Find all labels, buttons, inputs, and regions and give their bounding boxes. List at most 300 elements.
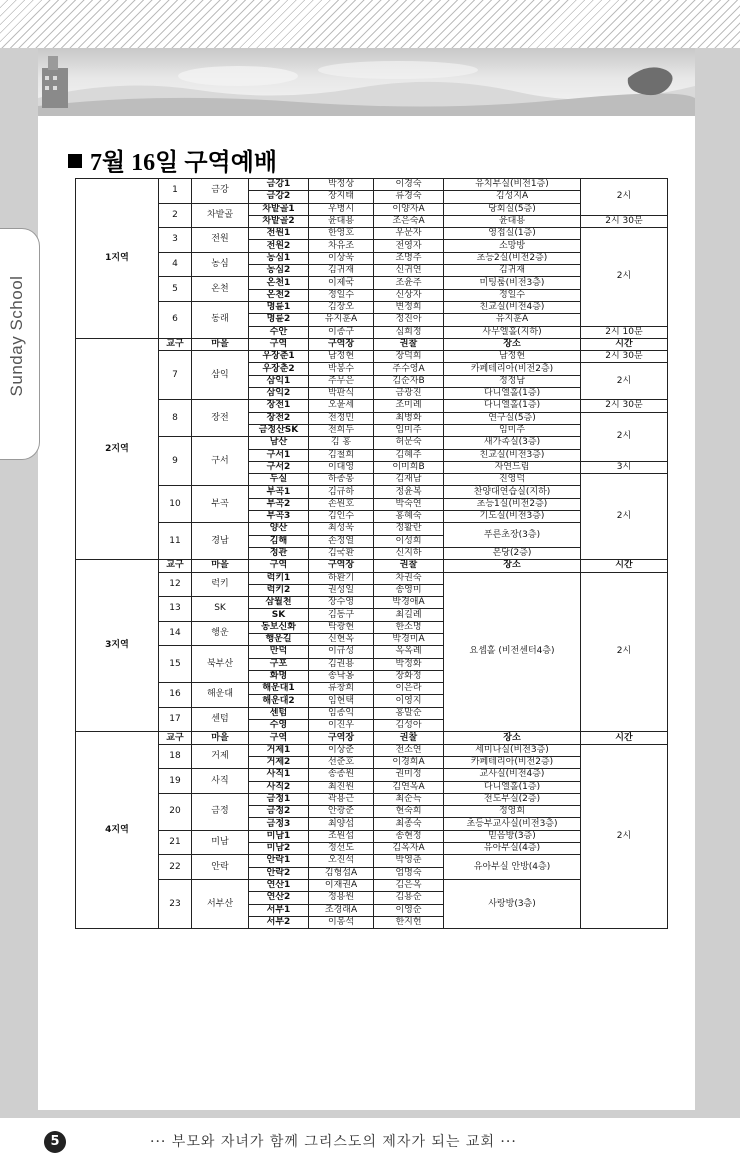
cell-name: 서부2 (249, 916, 309, 928)
cell-name: 농심2 (249, 265, 309, 277)
cell-name: 금정산SK (249, 424, 309, 436)
cell-name: 두실 (249, 474, 309, 486)
cell-name: 미남2 (249, 843, 309, 855)
parish-number: 3 (159, 228, 192, 253)
cell-name: 연산2 (249, 892, 309, 904)
cell-leader: 임현택 (309, 695, 374, 707)
table-row (76, 486, 668, 498)
cell-assistant: 김순자B (374, 375, 444, 387)
location: 친교실(비전3층) (444, 449, 581, 461)
column-header: 구역장 (309, 560, 374, 572)
cell-leader: 최진원 (309, 781, 374, 793)
location: 정정남 (444, 375, 581, 387)
cell-assistant: 이영지 (374, 695, 444, 707)
cell-leader: 김귀재 (309, 265, 374, 277)
table-row (76, 744, 668, 756)
cell-name: 차밭골2 (249, 215, 309, 227)
location: 윤대용 (444, 215, 581, 227)
cell-name: 금정3 (249, 818, 309, 830)
location: 다니엘홀(1층) (444, 388, 581, 400)
cell-name: 명륜1 (249, 301, 309, 313)
village-name: 구서 (192, 437, 249, 486)
cell-name: 삼월천 (249, 597, 309, 609)
page-title (68, 142, 277, 177)
column-header: 장소 (444, 732, 581, 744)
cell-name: 구서2 (249, 461, 309, 473)
cell-assistant: 김옥자A (374, 843, 444, 855)
parish-number: 1 (159, 179, 192, 204)
cell-name: 온천2 (249, 289, 309, 301)
parish-number: 11 (159, 523, 192, 560)
cell-name: 장전2 (249, 412, 309, 424)
village-name: 전원 (192, 228, 249, 253)
cell-assistant: 박영춘 (374, 855, 444, 867)
parish-number: 15 (159, 646, 192, 683)
cell-leader: 최성욱 (309, 523, 374, 535)
column-header: 권찰 (374, 338, 444, 350)
cell-assistant: 전소연 (374, 744, 444, 756)
parish-number: 14 (159, 621, 192, 646)
column-header: 시간 (581, 732, 668, 744)
cell-leader: 김국환 (309, 547, 374, 559)
cell-leader: 윤대용 (309, 215, 374, 227)
parish-number: 16 (159, 683, 192, 708)
parish-number: 13 (159, 597, 192, 622)
cell-leader: 정선도 (309, 843, 374, 855)
column-header: 구역 (249, 732, 309, 744)
header-row (76, 338, 668, 350)
page-title-text: 7월 16일 구역예배 (90, 150, 278, 176)
cell-name: 사직2 (249, 781, 309, 793)
cell-assistant: 김용순 (374, 892, 444, 904)
side-label: Sunday School (7, 275, 26, 397)
village-name: 해운대 (192, 683, 249, 708)
column-header: 마을 (192, 338, 249, 350)
cell-assistant: 이경희A (374, 756, 444, 768)
cell-name: 서부1 (249, 904, 309, 916)
cell-name: 거제1 (249, 744, 309, 756)
table-row (76, 879, 668, 891)
meeting-time: 2시 (581, 572, 668, 732)
cell-name: 미남1 (249, 830, 309, 842)
location: 유아부실 안방(4층) (444, 855, 581, 880)
location: 사무엘홀(지하) (444, 326, 581, 338)
parish-number: 4 (159, 252, 192, 277)
cell-leader: 김형섭A (309, 867, 374, 879)
location: 푸른초장(3층) (444, 523, 581, 548)
village-name: 럭키 (192, 572, 249, 597)
location: 유지훈A (444, 314, 581, 326)
village-name: 부곡 (192, 486, 249, 523)
cell-leader: 이규성 (309, 646, 374, 658)
meeting-time: 2시 (581, 363, 668, 400)
meeting-time: 2시 (581, 412, 668, 461)
cell-name: 거제2 (249, 756, 309, 768)
location: 유아부실(4층) (444, 843, 581, 855)
cell-assistant: 박경미A (374, 633, 444, 645)
cell-name: 남산 (249, 437, 309, 449)
location: 세미나실(비전3층) (444, 744, 581, 756)
square-bullet-icon (68, 154, 82, 168)
cell-leader: 안광준 (309, 806, 374, 818)
table-row (76, 277, 668, 289)
cell-leader: 김인수 (309, 511, 374, 523)
cell-name: 럭키1 (249, 572, 309, 584)
cell-leader: 김권용 (309, 658, 374, 670)
location: 요셉홀 (비전센터4층) (444, 572, 581, 732)
cell-leader: 장지태 (309, 191, 374, 203)
parish-number: 12 (159, 572, 192, 597)
cell-assistant: 변정희 (374, 301, 444, 313)
cell-name: 양산 (249, 523, 309, 535)
cell-leader: 손정열 (309, 535, 374, 547)
parish-number: 10 (159, 486, 192, 523)
meeting-time: 2시 (581, 744, 668, 928)
cell-leader: 선준호 (309, 756, 374, 768)
column-header: 구역장 (309, 338, 374, 350)
page-number: 5 (44, 1131, 66, 1153)
parish-number: 7 (159, 351, 192, 400)
cell-name: 센텀 (249, 707, 309, 719)
location: 사랑방(3층) (444, 879, 581, 928)
cell-leader: 우병시 (309, 203, 374, 215)
cell-name: 정관 (249, 547, 309, 559)
cell-leader: 하환기 (309, 572, 374, 584)
column-header: 교구 (159, 560, 192, 572)
cell-assistant: 류경숙 (374, 191, 444, 203)
meeting-time: 2시 30분 (581, 400, 668, 412)
cell-assistant: 이영순 (374, 904, 444, 916)
cell-leader: 곽용근 (309, 793, 374, 805)
cell-assistant: 조은숙A (374, 215, 444, 227)
location: 전도부실(2층) (444, 793, 581, 805)
village-name: 미남 (192, 830, 249, 855)
cell-assistant: 장화정 (374, 670, 444, 682)
cell-leader: 김철희 (309, 449, 374, 461)
cell-assistant: 심희정 (374, 326, 444, 338)
header-row (76, 560, 668, 572)
cell-leader: 하종봉 (309, 474, 374, 486)
village-name: SK (192, 597, 249, 622)
meeting-time: 2시 (581, 179, 668, 216)
village-name: 센텀 (192, 707, 249, 732)
location: 본당(2층) (444, 547, 581, 559)
cell-assistant: 옥옥례 (374, 646, 444, 658)
column-header: 권찰 (374, 732, 444, 744)
location: 친교실(비전4층) (444, 301, 581, 313)
cell-name: 구포 (249, 658, 309, 670)
column-header: 시간 (581, 338, 668, 350)
table-row (76, 572, 668, 584)
cell-name: 행운길 (249, 633, 309, 645)
cell-assistant: 박정화 (374, 658, 444, 670)
cell-leader: 한영호 (309, 228, 374, 240)
cell-assistant: 엄명숙 (374, 867, 444, 879)
meeting-time: 2시 (581, 228, 668, 326)
cell-name: 전원2 (249, 240, 309, 252)
cell-leader: 오진석 (309, 855, 374, 867)
cell-leader: 전정민 (309, 412, 374, 424)
cell-leader: 김동구 (309, 609, 374, 621)
column-header: 교구 (159, 732, 192, 744)
parish-number: 6 (159, 301, 192, 338)
cell-assistant: 차권숙 (374, 572, 444, 584)
parish-number: 17 (159, 707, 192, 732)
village-name: 사직 (192, 769, 249, 794)
meeting-time: 2시 10분 (581, 326, 668, 338)
cell-name: 부곡2 (249, 498, 309, 510)
location: 미팅룸(비전3층) (444, 277, 581, 289)
parish-number: 20 (159, 793, 192, 830)
cell-assistant: 신귀연 (374, 265, 444, 277)
meeting-time: 2시 30분 (581, 215, 668, 227)
village-name: 동래 (192, 301, 249, 338)
cell-assistant: 이경숙 (374, 179, 444, 191)
column-header: 구역장 (309, 732, 374, 744)
cell-assistant: 김은옥 (374, 879, 444, 891)
cell-name: 만덕 (249, 646, 309, 658)
cell-leader: 이상준 (309, 744, 374, 756)
village-name: 행운 (192, 621, 249, 646)
cell-leader: 박정상 (309, 179, 374, 191)
location: 교사실(비전4층) (444, 769, 581, 781)
parish-number: 21 (159, 830, 192, 855)
village-name: 경남 (192, 523, 249, 560)
parish-number: 8 (159, 400, 192, 437)
table-row (76, 203, 668, 215)
table-row (76, 351, 668, 363)
cell-name: 연산1 (249, 879, 309, 891)
landscape-banner (38, 48, 695, 116)
district-name: 2지역 (76, 338, 159, 559)
cell-leader: 손원호 (309, 498, 374, 510)
cell-leader: 이진우 (309, 720, 374, 732)
cell-assistant: 김연옥A (374, 781, 444, 793)
cell-assistant: 한지헌 (374, 916, 444, 928)
header-row (76, 732, 668, 744)
cell-leader: 조경래A (309, 904, 374, 916)
location: 연구실(5층) (444, 412, 581, 424)
cell-assistant: 송영미 (374, 584, 444, 596)
cell-assistant: 최병화 (374, 412, 444, 424)
cell-leader: 유지훈A (309, 314, 374, 326)
cell-name: 온천1 (249, 277, 309, 289)
cell-name: 금강2 (249, 191, 309, 203)
cell-assistant: 이성희 (374, 535, 444, 547)
column-header: 장소 (444, 338, 581, 350)
village-name: 장전 (192, 400, 249, 437)
parish-number: 18 (159, 744, 192, 769)
cell-assistant: 송현정 (374, 830, 444, 842)
village-name: 서부산 (192, 879, 249, 928)
cell-name: 금강1 (249, 179, 309, 191)
cell-assistant: 신지하 (374, 547, 444, 559)
location: 유치부실(비전1층) (444, 179, 581, 191)
cell-leader: 김규하 (309, 486, 374, 498)
parish-number: 5 (159, 277, 192, 302)
cell-leader: 이종구 (309, 326, 374, 338)
cell-leader: 탁광현 (309, 621, 374, 633)
cell-name: 사직1 (249, 769, 309, 781)
cell-name: 부곡1 (249, 486, 309, 498)
cell-name: 럭키2 (249, 584, 309, 596)
cell-leader: 정용원 (309, 892, 374, 904)
village-name: 금정 (192, 793, 249, 830)
location: 찬양대연습실(지하) (444, 486, 581, 498)
cell-name: 금정2 (249, 806, 309, 818)
cell-assistant: 주수영A (374, 363, 444, 375)
cell-assistant: 장덕희 (374, 351, 444, 363)
cell-assistant: 이은라 (374, 683, 444, 695)
cell-assistant: 조명주 (374, 252, 444, 264)
cell-assistant: 허문숙 (374, 437, 444, 449)
location: 김귀재 (444, 265, 581, 277)
cell-assistant: 정활란 (374, 523, 444, 535)
cell-leader: 권성일 (309, 584, 374, 596)
column-header: 교구 (159, 338, 192, 350)
location: 남정현 (444, 351, 581, 363)
cell-name: 우장춘2 (249, 363, 309, 375)
cell-name: 동보신화 (249, 621, 309, 633)
location: 소망방 (444, 240, 581, 252)
column-header: 권찰 (374, 560, 444, 572)
cell-assistant: 최길례 (374, 609, 444, 621)
district-name: 1지역 (76, 179, 159, 339)
cell-assistant: 금광진 (374, 388, 444, 400)
cell-assistant: 전영자 (374, 240, 444, 252)
column-header: 구역 (249, 338, 309, 350)
cell-assistant: 최종숙 (374, 818, 444, 830)
cell-name: 차밭골1 (249, 203, 309, 215)
cell-assistant: 박경애A (374, 597, 444, 609)
cell-name: 구서1 (249, 449, 309, 461)
hatched-header-band (0, 0, 740, 48)
cell-assistant: 홍말순 (374, 707, 444, 719)
cell-leader: 오윤세 (309, 400, 374, 412)
cell-leader: 송낙옹 (309, 670, 374, 682)
location: 정일수 (444, 289, 581, 301)
cell-leader: 신현옥 (309, 633, 374, 645)
cell-name: 금정1 (249, 793, 309, 805)
cell-assistant: 정진아 (374, 314, 444, 326)
village-name: 안락 (192, 855, 249, 880)
cell-leader: 차유조 (309, 240, 374, 252)
cell-assistant: 박숙연 (374, 498, 444, 510)
landscape-illustration (38, 48, 695, 116)
village-name: 삼익 (192, 351, 249, 400)
village-name: 거제 (192, 744, 249, 769)
location: 정영희 (444, 806, 581, 818)
cell-assistant: 임미주 (374, 424, 444, 436)
table-row (76, 400, 668, 412)
cell-name: 해운대1 (249, 683, 309, 695)
village-name: 온천 (192, 277, 249, 302)
village-name: 농심 (192, 252, 249, 277)
cell-assistant: 신상자 (374, 289, 444, 301)
location: 다니엘홀(1층) (444, 781, 581, 793)
cell-name: 삼익2 (249, 388, 309, 400)
cell-leader: 이상욱 (309, 252, 374, 264)
cell-leader: 이제국 (309, 277, 374, 289)
table-row (76, 793, 668, 805)
cell-name: 전원1 (249, 228, 309, 240)
cell-leader: 최양섭 (309, 818, 374, 830)
table-row (76, 855, 668, 867)
cell-assistant: 김성아 (374, 720, 444, 732)
table-row (76, 301, 668, 313)
district-name: 4지역 (76, 732, 159, 929)
cell-assistant: 홍혜숙 (374, 511, 444, 523)
cell-name: 부곡3 (249, 511, 309, 523)
location: 진영덕 (444, 474, 581, 486)
column-header: 시간 (581, 560, 668, 572)
parish-number: 2 (159, 203, 192, 228)
cell-name: 농심1 (249, 252, 309, 264)
cell-leader: 임종익 (309, 707, 374, 719)
cell-leader: 조원섭 (309, 830, 374, 842)
cell-assistant: 우문자 (374, 228, 444, 240)
cell-assistant: 김혜주 (374, 449, 444, 461)
village-name: 차밭골 (192, 203, 249, 228)
location: 당회실(5층) (444, 203, 581, 215)
location: 김성지A (444, 191, 581, 203)
column-header: 구역 (249, 560, 309, 572)
cell-assistant: 조미례 (374, 400, 444, 412)
cell-leader: 정일수 (309, 289, 374, 301)
column-header: 마을 (192, 560, 249, 572)
location: 카페테리아(비전2층) (444, 363, 581, 375)
cell-name: 김해 (249, 535, 309, 547)
column-header: 마을 (192, 732, 249, 744)
cell-name: 안락2 (249, 867, 309, 879)
cell-assistant: 조윤주 (374, 277, 444, 289)
meeting-time: 2시 30분 (581, 351, 668, 363)
cell-name: 수영 (249, 720, 309, 732)
cell-leader: 이대영 (309, 461, 374, 473)
cell-leader: 전희두 (309, 424, 374, 436)
parish-number: 19 (159, 769, 192, 794)
cell-leader: 남정현 (309, 351, 374, 363)
cell-leader: 김장오 (309, 301, 374, 313)
column-header: 장소 (444, 560, 581, 572)
location: 새가족실(3층) (444, 437, 581, 449)
cell-name: 명륜2 (249, 314, 309, 326)
cell-name: 해운대2 (249, 695, 309, 707)
table-row (76, 437, 668, 449)
cell-name: 우장춘1 (249, 351, 309, 363)
cell-assistant: 정윤복 (374, 486, 444, 498)
location: 초등1실(비전2층) (444, 498, 581, 510)
parish-number: 22 (159, 855, 192, 880)
parish-number: 23 (159, 879, 192, 928)
table-row (76, 830, 668, 842)
cell-assistant: 한소명 (374, 621, 444, 633)
cell-name: SK (249, 609, 309, 621)
cell-name: 수안 (249, 326, 309, 338)
village-name: 북부산 (192, 646, 249, 683)
cell-leader: 박봉수 (309, 363, 374, 375)
parish-number: 9 (159, 437, 192, 486)
cell-name: 화명 (249, 670, 309, 682)
location: 카페테리아(비전2층) (444, 756, 581, 768)
table-row (76, 179, 668, 191)
location: 자연드림 (444, 461, 581, 473)
table-row (76, 523, 668, 535)
cell-leader: 김 홍 (309, 437, 374, 449)
district-name: 3지역 (76, 560, 159, 732)
meeting-time: 3시 (581, 461, 668, 473)
cell-assistant: 이미희B (374, 461, 444, 473)
